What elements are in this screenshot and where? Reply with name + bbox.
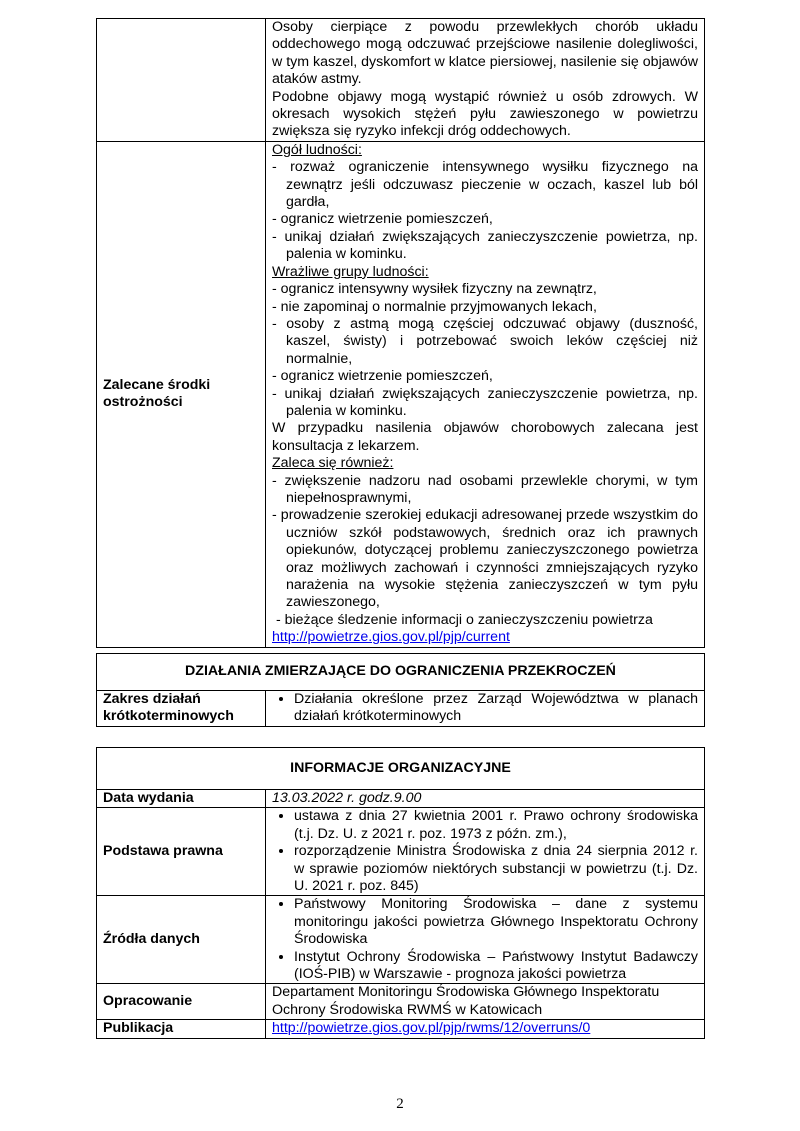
list-item: - ogranicz wietrzenie pomieszczeń, xyxy=(272,368,493,385)
data-sources-list xyxy=(272,896,698,983)
page-number: 2 xyxy=(396,1096,404,1112)
publication-cell xyxy=(266,1020,705,1038)
consultation-text: W przypadku nasilenia objawów chorobowych zalecana jest konsultacja z lekarzem. xyxy=(272,420,698,454)
actions-table xyxy=(96,653,705,727)
list-item: • Państwowy Monitoring Środowiska – dane z systemu monitoringu jakości powietrza Głównego Inspektoratu Ochrony Środowiska xyxy=(294,896,698,948)
info-table xyxy=(96,747,705,1039)
legal-basis-label: Podstawa prawna xyxy=(97,808,266,896)
short-term-list xyxy=(272,691,698,726)
list-item: - ogranicz intensywny wysiłek fizyczny na zewnątrz, xyxy=(272,281,597,298)
list-item: - osoby z astmą mogą częściej odczuwać objawy (duszność, kaszel, świsty) i potrzebować swoich leków częściej niż normalnie, xyxy=(272,315,698,367)
data-sources-row xyxy=(97,896,705,984)
health-effects-paragraph: Osoby cierpiące z powodu przewlekłych chorób układu oddechowego mogą odczuwać przejściowe nasilenie dolegliwości, w tym kaszel, dyskomfort w klatce piersiowej, nasilenie się objawów ataków astmy. xyxy=(272,19,698,88)
short-term-label: Zakres działań krótkoterminowych xyxy=(97,691,266,727)
publication-link[interactable]: http://powietrze.gios.gov.pl/pjp/rwms/12/overruns/0 xyxy=(272,1020,591,1037)
list-item: - unikaj działań zwiększających zanieczyszczenie powietrza, np. palenia w kominku. xyxy=(272,385,698,419)
info-header-row xyxy=(97,748,705,790)
list-item: • Instytut Ochrony Środowiska – Państwowy Instytut Badawczy (IOŚ-PIB) w Warszawie - prognoza jakości powietrza xyxy=(294,949,698,984)
tracking-text: - bieżące śledzenie informacji o zanieczyszczeniu powietrza xyxy=(272,611,653,628)
health-effects-paragraph: Podobne objawy mogą wystąpić również u osób zdrowych. W okresach wysokich stężeń pyłu zawieszonego w powietrzu zwiększa się ryzyko infekcji dróg oddechowych. xyxy=(272,88,698,140)
list-item: - nie zapominaj o normalnie przyjmowanych lekach, xyxy=(272,298,597,315)
info-header: INFORMACJE ORGANIZACYJNE xyxy=(97,748,705,790)
also-recommended-heading: Zaleca się również: xyxy=(272,455,394,472)
general-population-heading: Ogół ludności: xyxy=(272,141,362,158)
precautions-table xyxy=(96,18,705,648)
actions-header: DZIAŁANIA ZMIERZAJĄCE DO OGRANICZENIA PRZEKROCZEŃ xyxy=(97,654,705,691)
data-sources-label: Źródła danych xyxy=(97,896,266,984)
precautions-cell xyxy=(266,141,705,647)
prepared-by-label: Opracowanie xyxy=(97,984,266,1020)
date-label: Data wydania xyxy=(97,790,266,808)
publication-label: Publikacja xyxy=(97,1020,266,1038)
list-item: - ogranicz wietrzenie pomieszczeń, xyxy=(272,211,493,228)
prepared-by-row xyxy=(97,984,705,1020)
list-item: - unikaj działań zwiększających zanieczyszczenie powietrza, np. palenia w kominku. xyxy=(272,228,698,263)
health-effects-cell xyxy=(266,19,705,142)
short-term-row xyxy=(97,691,705,727)
legal-basis-cell xyxy=(266,808,705,896)
list-item: - zwiększenie nadzoru nad osobami przewlekle chorymi, w tym niepełnosprawnymi, xyxy=(272,472,698,506)
publication-row xyxy=(97,1020,705,1038)
list-item: • ustawa z dnia 27 kwietnia 2001 r. Prawo ochrony środowiska (t.j. Dz. U. z 2021 r. poz. 1973 z późn. zm.), xyxy=(294,808,698,843)
sensitive-groups-heading: Wrażliwe grupy ludności: xyxy=(272,263,429,280)
precautions-row xyxy=(97,141,705,647)
list-item: • rozporządzenie Ministra Środowiska z dnia 24 sierpnia 2012 r. w sprawie poziomów niektórych substancji w powietrzu (t.j. Dz. U. 2021 r. poz. 845) xyxy=(294,843,698,895)
actions-header-row xyxy=(97,654,705,691)
list-item: - prowadzenie szerokiej edukacji adresowanej przede wszystkim do uczniów szkół podstawowych, średnich oraz ich prawnych opiekunów, dotyczącej problemu zanieczyszczonego powietrza oraz możliwych zachowań i czynności zmniejszających ryzyko narażenia na wysokie stężenia zanieczyszczeń w tym pyłu zawieszonego, xyxy=(272,507,698,611)
list-item: - rozważ ograniczenie intensywnego wysiłku fizycznego na zewnątrz jeśli odczuwasz pieczenie w oczach, kaszel lub ból gardła, xyxy=(272,159,698,211)
current-data-link[interactable]: http://powietrze.gios.gov.pl/pjp/current xyxy=(272,629,510,646)
empty-label-cell xyxy=(97,19,266,142)
legal-basis-row xyxy=(97,808,705,896)
list-item: • Działania określone przez Zarząd Województwa w planach działań krótkoterminowych xyxy=(294,691,698,726)
precautions-label: Zalecane środki ostrożności xyxy=(97,141,266,647)
short-term-cell xyxy=(266,691,705,727)
data-sources-cell xyxy=(266,896,705,984)
legal-basis-list xyxy=(272,808,698,895)
date-row xyxy=(97,790,705,808)
prepared-by-value: Departament Monitoringu Środowiska Głównego Inspektoratu Ochrony Środowiska RWMŚ w Katowicach xyxy=(266,984,705,1020)
date-value: 13.03.2022 r. godz.9.00 xyxy=(266,790,705,808)
health-effects-row xyxy=(97,19,705,142)
